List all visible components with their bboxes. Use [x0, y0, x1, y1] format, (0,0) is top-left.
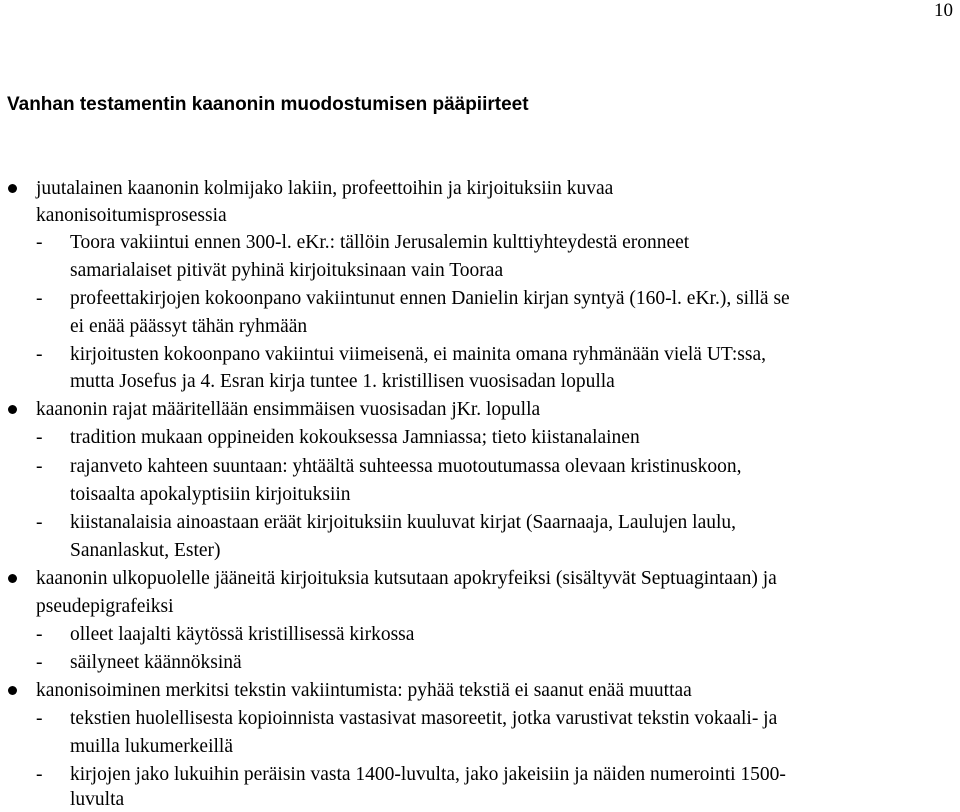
sub-item-text-cont: mutta Josefus ja 4. Esran kirja tuntee 1. kristillisen vuosisadan lopulla: [70, 371, 615, 392]
bullet-icon: [8, 405, 17, 414]
sub-item-text-cont: toisaalta apokalyptisiin kirjoituksiin: [70, 484, 351, 505]
sub-item-text: Toora vakiintui ennen 300-l. eKr.: tällöin Jerusalemin kulttiyhteydestä eronneet: [70, 232, 690, 253]
bullet-text: juutalainen kaanonin kolmijako lakiin, profeettoihin ja kirjoituksiin kuvaa: [36, 178, 614, 199]
sub-item-text: rajanveto kahteen suuntaan: yhtäältä suhteessa muotoutumassa olevaan kristinuskoon,: [70, 456, 742, 477]
sub-item-text-cont: Sananlaskut, Ester): [70, 540, 221, 561]
dash-icon: -: [36, 344, 43, 365]
bullet-text-cont: kanonisoitumisprosessia: [36, 205, 227, 226]
sub-item-text-cont: samarialaiset pitivät pyhinä kirjoituksinaan vain Tooraa: [70, 260, 504, 281]
dash-icon: -: [36, 288, 43, 309]
dash-icon: -: [36, 708, 43, 729]
sub-item-text-cont: luvulta: [70, 789, 125, 810]
sub-item-text-cont: muilla lukumerkeillä: [70, 736, 233, 757]
dash-icon: -: [36, 652, 43, 673]
sub-item-text: tradition mukaan oppineiden kokouksessa Jamniassa; tieto kiistanalainen: [70, 427, 640, 448]
dash-icon: -: [36, 764, 43, 785]
page-number: 10: [934, 0, 953, 21]
sub-item-text-cont: ei enää päässyt tähän ryhmään: [70, 316, 308, 337]
bullet-icon: [8, 184, 17, 193]
sub-item-text: tekstien huolellisesta kopioinnista vastasivat masoreetit, jotka varustivat tekstin vokaali- ja: [70, 708, 778, 729]
page-title: Vanhan testamentin kaanonin muodostumisen pääpiirteet: [7, 94, 529, 115]
dash-icon: -: [36, 427, 43, 448]
bullet-icon: [8, 574, 17, 583]
dash-icon: -: [36, 624, 43, 645]
bullet-icon: [8, 686, 17, 695]
bullet-text: kaanonin rajat määritellään ensimmäisen vuosisadan jKr. lopulla: [36, 399, 541, 420]
sub-item-text: kirjojen jako lukuihin peräisin vasta 1400-luvulta, jako jakeisiin ja näiden numerointi 1500-: [70, 764, 786, 785]
dash-icon: -: [36, 456, 43, 477]
bullet-text: kanonisoiminen merkitsi tekstin vakiintumista: pyhää tekstiä ei saanut enää muuttaa: [36, 680, 692, 701]
dash-icon: -: [36, 512, 43, 533]
sub-item-text: kiistanalaisia ainoastaan eräät kirjoituksiin kuuluvat kirjat (Saarnaaja, Laulujen laulu,: [70, 512, 737, 533]
bullet-text: kaanonin ulkopuolelle jääneitä kirjoituksia kutsutaan apokryfeiksi (sisältyvät Septuagintaan) ja: [36, 568, 777, 589]
sub-item-text: profeettakirjojen kokoonpano vakiintunut ennen Danielin kirjan syntyä (160-l. eKr.), sillä se: [70, 288, 790, 309]
sub-item-text: säilyneet käännöksinä: [70, 652, 242, 673]
bullet-text-cont: pseudepigrafeiksi: [36, 596, 174, 617]
sub-item-text: olleet laajalti käytössä kristillisessä kirkossa: [70, 624, 415, 645]
sub-item-text: kirjoitusten kokoonpano vakiintui viimeisenä, ei mainita omana ryhmänään vielä UT:ssa,: [70, 344, 766, 365]
dash-icon: -: [36, 232, 43, 253]
